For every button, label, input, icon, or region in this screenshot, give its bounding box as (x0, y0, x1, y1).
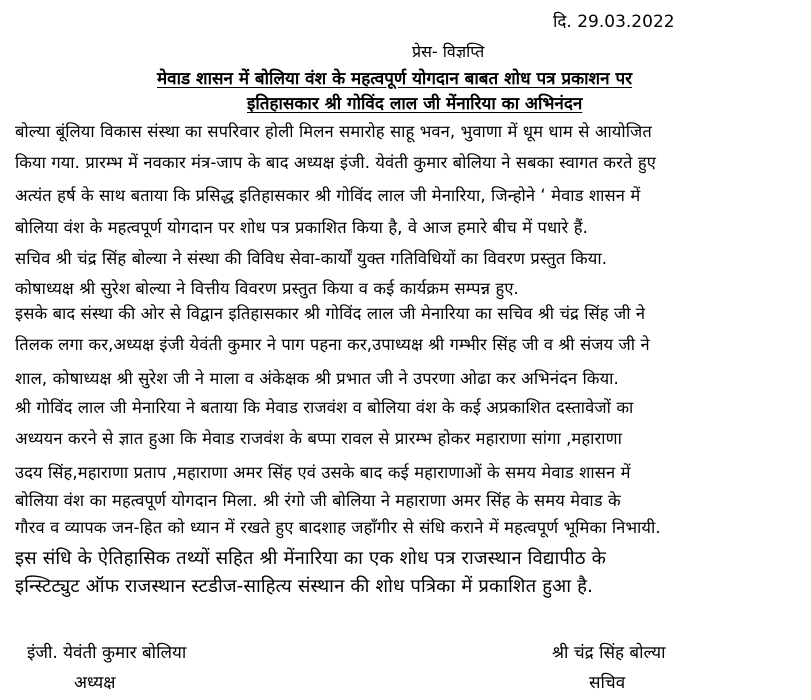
secretary-name: श्री चंद्र सिंह बोल्या (552, 643, 666, 663)
body-line: बोलिया वंश के महत्वपूर्ण योगदान पर शोध पत्र प्रकाशित किया है, वे आज हमारे बीच में पधारे हैं. (15, 218, 588, 237)
body-line: इस संधि के ऐतिहासिक तथ्यों सहित श्री मेंनारिया का एक शोध पत्र राजस्थान विद्यापीठ के (15, 548, 606, 569)
body-line: अत्यंत हर्ष के साथ बताया कि प्रसिद्ध इतिहासकार श्री गोविंद लाल जी मेनारिया, जिन्होने ‘ मेवाड शासन में (15, 186, 641, 205)
body-line: सचिव श्री चंद्र सिंह बोल्या ने संस्था की विविध सेवा-कार्यों युक्त गतिविधियों का विवरण प्रस्तुत किया. (15, 249, 608, 268)
heading-line-2: इतिहासकार श्री गोविंद लाल जी मेंनारिया का अभिनंदन (247, 94, 583, 114)
president-role: अध्यक्ष (74, 673, 116, 693)
body-line: श्री गोविंद लाल जी मेनारिया ने बताया कि मेवाड राजवंश व बोलिया वंश के कई अप्रकाशित दस्तावेजों का (15, 398, 634, 417)
body-line: किया गया. प्रारम्भ में नवकार मंत्र-जाप के बाद अध्यक्ष इंजी. येवंती कुमार बोलिया ने सबका स्वागत करते हुए (15, 153, 656, 172)
president-name: इंजी. येवंती कुमार बोलिया (27, 643, 187, 663)
secretary-role: सचिव (589, 673, 626, 693)
body-line: कोषाध्यक्ष श्री सुरेश बोल्या ने वित्तीय विवरण प्रस्तुत किया व कई कार्यक्रम सम्पन्न हुए. (15, 279, 519, 298)
body-line: तिलक लगा कर,अध्यक्ष इंजी येवंती कुमार ने पाग पहना कर,उपाध्यक्ष श्री गम्भीर सिंह जी व श्री संजय जी ने (15, 335, 650, 354)
body-line: इन्स्टिट्युट ऑफ राजस्थान स्टडीज-साहित्य संस्थान की शोध पत्रिका में प्रकाशित हुआ है. (15, 576, 594, 597)
body-line: गौरव व व्यापक जन-हित को ध्यान में रखते हुए बादशाह जहाँगीर से संधि कराने में महत्वपूर्ण भूमिका निभायी. (15, 518, 661, 537)
body-line: अध्ययन करने से ज्ञात हुआ कि मेवाड राजवंश के बप्पा रावल से प्रारम्भ होकर महाराणा सांगा ,महाराणा (15, 429, 622, 448)
body-line: बोल्या बूंलिया विकास संस्था का सपरिवार होली मिलन समारोह साहू भवन, भुवाणा में धूम धाम से आयोजित (15, 122, 652, 141)
heading-line-1: मेवाड शासन में बोलिया वंश के महत्वपूर्ण योगदान बाबत शोध पत्र प्रकाशन पर (157, 69, 633, 89)
press-release-title: प्रेस- विज्ञप्ति (412, 42, 485, 61)
body-line: उदय सिंह,महाराणा प्रताप ,महाराणा अमर सिंह एवं उसके बाद कई महाराणाओं के समय मेवाड शासन में (15, 463, 631, 482)
body-line: शाल, कोषाध्यक्ष श्री सुरेश जी ने माला व अंकेक्षक श्री प्रभात जी ने उपरणा ओढा कर अभिनंदन किया. (15, 369, 619, 388)
body-line: इसके बाद संस्था की ओर से विद्वान इतिहासकार श्री गोविंद लाल जी मेनारिया का सचिव श्री चंद्र सिंह जी ने (15, 304, 646, 323)
press-release-date: दि. 29.03.2022 (553, 12, 675, 32)
body-line: बोलिया वंश का महत्वपूर्ण योगदान मिला. श्री रंगो जी बोलिया ने महाराणा अमर सिंह के समय मेवाड के (15, 491, 621, 510)
